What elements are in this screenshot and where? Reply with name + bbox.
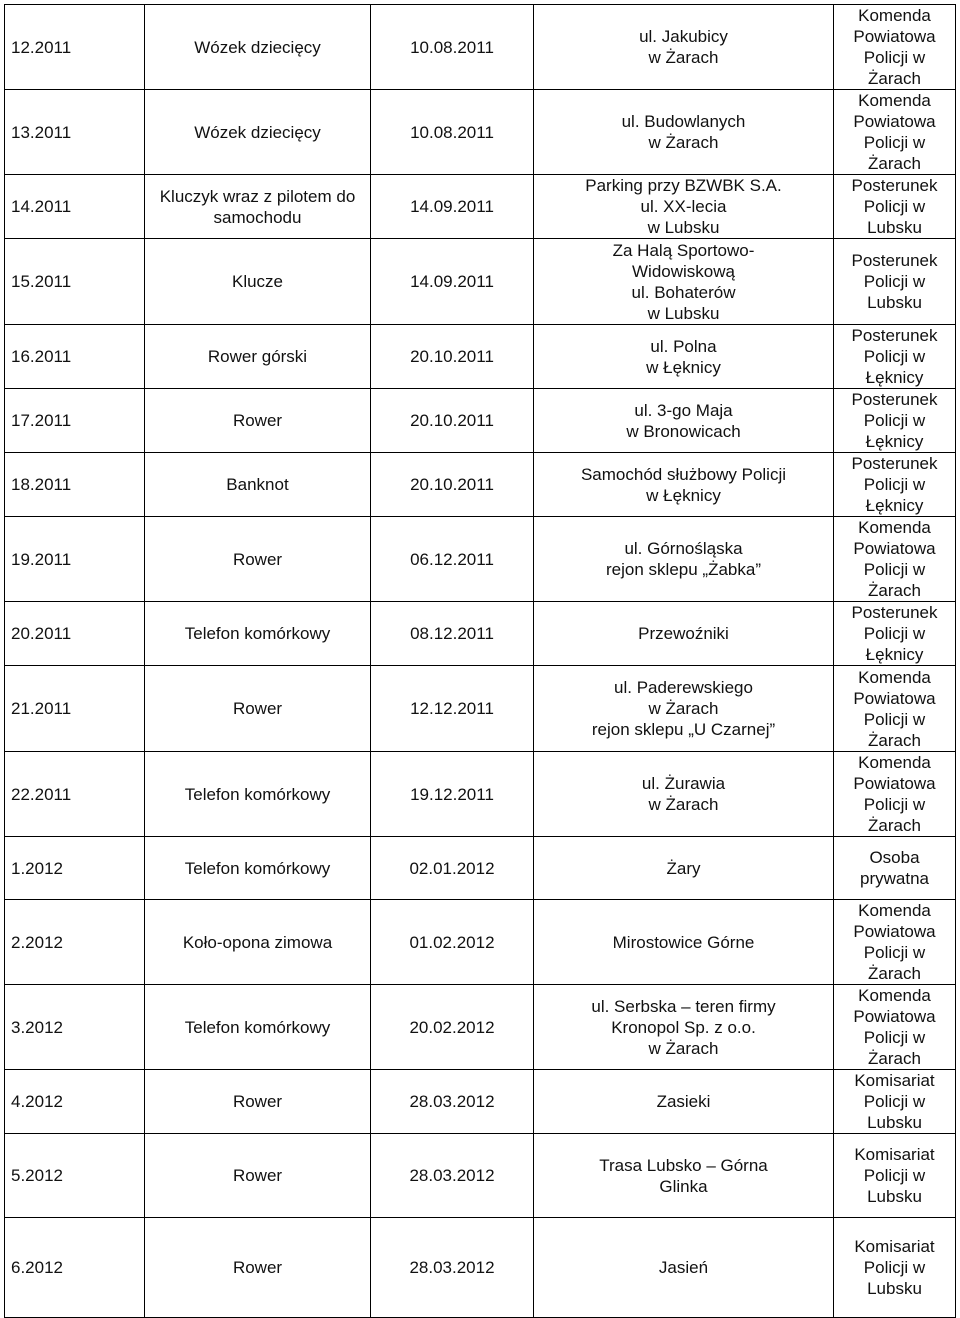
unit-line: Policji w	[863, 411, 926, 430]
unit-line: Komisariat	[854, 1071, 935, 1090]
table-row	[5, 666, 956, 752]
item-name: Rower	[145, 389, 371, 453]
table-row	[5, 389, 956, 453]
item-name: Telefon komórkowy	[145, 985, 371, 1070]
unit-line: Posterunek	[851, 326, 938, 345]
item-name: Rower	[145, 1218, 371, 1318]
place-line: Glinka	[659, 1176, 708, 1196]
found-date: 20.10.2011	[371, 389, 534, 453]
place-line: ul. Polna	[650, 336, 717, 356]
found-place	[534, 175, 834, 239]
record-number: 20.2011	[5, 602, 145, 666]
found-place	[534, 517, 834, 602]
place-line: ul. Serbska – teren firmy	[591, 996, 776, 1016]
unit-line: Policji w	[863, 272, 926, 291]
reporting-unit	[834, 90, 956, 175]
record-number: 14.2011	[5, 175, 145, 239]
found-date: 20.10.2011	[371, 325, 534, 389]
place-line: ul. Budowlanych	[621, 112, 746, 131]
place-line: rejon sklepu „U Czarnej”	[591, 720, 776, 739]
table-row	[5, 752, 956, 837]
found-place	[534, 602, 834, 666]
unit-line: Policji w	[863, 1258, 926, 1277]
unit-line: Żarach	[868, 816, 921, 835]
unit-line: prywatna	[860, 869, 929, 888]
place-line: ul. Górnośląska	[624, 539, 743, 558]
place-line: w Łęknicy	[646, 357, 721, 377]
unit-line: Komenda	[858, 518, 931, 537]
found-place	[534, 5, 834, 90]
found-date: 02.01.2012	[371, 837, 534, 900]
place-line: ul. 3-go Maja	[634, 400, 733, 420]
found-date: 14.09.2011	[371, 239, 534, 325]
place-line: w Lubsku	[647, 303, 720, 323]
reporting-unit	[834, 389, 956, 453]
reporting-unit	[834, 666, 956, 752]
unit-line: Łęknicy	[865, 496, 924, 515]
record-number: 18.2011	[5, 453, 145, 517]
unit-line: Powiatowa	[853, 688, 936, 708]
found-place	[534, 900, 834, 985]
unit-line: Powiatowa	[853, 774, 936, 793]
reporting-unit	[834, 1070, 956, 1134]
place-line: rejon sklepu „Żabka”	[606, 560, 761, 579]
reporting-unit	[834, 837, 956, 900]
reporting-unit	[834, 900, 956, 985]
found-date: 19.12.2011	[371, 752, 534, 837]
found-place	[534, 90, 834, 175]
found-place	[534, 1218, 834, 1318]
record-number: 13.2011	[5, 90, 145, 175]
item-name: Telefon komórkowy	[145, 752, 371, 837]
reporting-unit	[834, 239, 956, 325]
reporting-unit	[834, 517, 956, 602]
item-name: Wózek dziecięcy	[145, 90, 371, 175]
item-name: Telefon komórkowy	[145, 602, 371, 666]
unit-line: Łęknicy	[865, 368, 924, 387]
item-name: Rower	[145, 517, 371, 602]
place-line: Przewoźniki	[638, 624, 729, 643]
found-date: 10.08.2011	[371, 90, 534, 175]
found-place	[534, 1070, 834, 1134]
unit-line: Powiatowa	[853, 112, 936, 131]
unit-line: Policji w	[863, 560, 926, 579]
unit-line: Żarach	[868, 154, 921, 173]
place-line: w Żarach	[648, 795, 719, 814]
table-row	[5, 837, 956, 900]
place-line: Samochód służbowy Policji	[580, 464, 787, 484]
unit-line: Powiatowa	[853, 1007, 936, 1026]
unit-line: Komenda	[858, 986, 931, 1005]
item-name: Banknot	[145, 453, 371, 517]
place-line: Mirostowice Górne	[612, 932, 755, 952]
record-number: 16.2011	[5, 325, 145, 389]
found-date: 28.03.2012	[371, 1218, 534, 1318]
unit-line: Policji w	[863, 197, 926, 216]
unit-line: Lubsku	[867, 1279, 922, 1298]
found-place	[534, 239, 834, 325]
reporting-unit	[834, 1134, 956, 1218]
item-name: Koło-opona zimowa	[145, 900, 371, 985]
found-date: 20.10.2011	[371, 453, 534, 517]
unit-line: Posterunek	[851, 251, 938, 270]
item-name: Kluczyk wraz z pilotem do samochodu	[145, 175, 371, 239]
unit-line: Żarach	[868, 1049, 921, 1068]
record-number: 4.2012	[5, 1070, 145, 1134]
found-date: 08.12.2011	[371, 602, 534, 666]
found-date: 28.03.2012	[371, 1070, 534, 1134]
place-line: Widowiskową	[632, 261, 735, 281]
unit-line: Łęknicy	[865, 645, 924, 664]
place-line: Parking przy BZWBK S.A.	[585, 176, 782, 195]
place-line: Za Halą Sportowo-	[612, 240, 755, 260]
place-line: Kronopol Sp. z o.o.	[611, 1017, 756, 1037]
reporting-unit	[834, 602, 956, 666]
item-name: Klucze	[145, 239, 371, 325]
table-row	[5, 5, 956, 90]
unit-line: Posterunek	[851, 176, 938, 195]
record-number: 19.2011	[5, 517, 145, 602]
table-row	[5, 453, 956, 517]
place-line: ul. Jakubicy	[639, 27, 728, 46]
unit-line: Komisariat	[854, 1145, 935, 1164]
unit-line: Lubsku	[867, 1113, 922, 1132]
found-place	[534, 837, 834, 900]
unit-line: Policji w	[863, 48, 926, 67]
reporting-unit	[834, 752, 956, 837]
unit-line: Policji w	[863, 1166, 926, 1185]
item-name: Wózek dziecięcy	[145, 5, 371, 90]
item-name: Rower	[145, 1070, 371, 1134]
unit-line: Komenda	[858, 901, 931, 920]
unit-line: Komenda	[858, 6, 931, 25]
unit-line: Posterunek	[851, 454, 938, 473]
unit-line: Powiatowa	[853, 27, 936, 46]
record-number: 6.2012	[5, 1218, 145, 1318]
unit-line: Policji w	[863, 943, 926, 962]
unit-line: Policji w	[863, 624, 926, 643]
unit-line: Komisariat	[854, 1237, 935, 1256]
reporting-unit	[834, 985, 956, 1070]
table-row	[5, 517, 956, 602]
place-line: w Żarach	[648, 699, 719, 718]
record-number: 15.2011	[5, 239, 145, 325]
place-line: w Żarach	[648, 133, 719, 152]
record-number: 3.2012	[5, 985, 145, 1070]
reporting-unit	[834, 325, 956, 389]
unit-line: Osoba	[869, 848, 920, 867]
unit-line: Łęknicy	[865, 432, 924, 451]
place-line: ul. Żurawia	[641, 774, 726, 793]
place-line: Zasieki	[656, 1092, 711, 1111]
reporting-unit	[834, 5, 956, 90]
place-line: ul. Paderewskiego	[614, 678, 753, 697]
unit-line: Żarach	[868, 69, 921, 88]
found-date: 06.12.2011	[371, 517, 534, 602]
lost-items-table	[4, 4, 956, 1318]
unit-line: Policji w	[863, 795, 926, 814]
unit-line: Żarach	[868, 730, 921, 750]
found-date: 14.09.2011	[371, 175, 534, 239]
place-line: w Żarach	[648, 1038, 719, 1058]
unit-line: Komenda	[858, 753, 931, 772]
found-place	[534, 752, 834, 837]
unit-line: Komenda	[858, 91, 931, 110]
place-line: ul. XX-lecia	[640, 197, 727, 216]
place-line: w Żarach	[648, 48, 719, 67]
unit-line: Powiatowa	[853, 539, 936, 558]
item-name: Rower	[145, 666, 371, 752]
found-date: 01.02.2012	[371, 900, 534, 985]
found-place	[534, 985, 834, 1070]
unit-line: Policji w	[863, 347, 926, 366]
item-name: Telefon komórkowy	[145, 837, 371, 900]
unit-line: Posterunek	[851, 603, 938, 622]
record-number: 5.2012	[5, 1134, 145, 1218]
found-date: 10.08.2011	[371, 5, 534, 90]
table-row	[5, 602, 956, 666]
record-number: 12.2011	[5, 5, 145, 90]
item-name: Rower	[145, 1134, 371, 1218]
found-place	[534, 453, 834, 517]
unit-line: Powiatowa	[853, 922, 936, 941]
table-row	[5, 900, 956, 985]
record-number: 17.2011	[5, 389, 145, 453]
unit-line: Policji w	[863, 1092, 926, 1111]
found-place	[534, 325, 834, 389]
table-row	[5, 1134, 956, 1218]
unit-line: Żarach	[868, 964, 921, 983]
record-number: 2.2012	[5, 900, 145, 985]
place-line: Jasień	[658, 1258, 709, 1277]
found-place	[534, 1134, 834, 1218]
unit-line: Komenda	[858, 667, 931, 687]
table-row	[5, 175, 956, 239]
place-line: Żary	[666, 858, 701, 878]
table-row	[5, 1070, 956, 1134]
unit-line: Lubsku	[867, 218, 922, 237]
table-row	[5, 1218, 956, 1318]
found-date: 28.03.2012	[371, 1134, 534, 1218]
found-date: 12.12.2011	[371, 666, 534, 752]
item-name: Rower górski	[145, 325, 371, 389]
record-number: 1.2012	[5, 837, 145, 900]
unit-line: Żarach	[868, 581, 921, 600]
place-line: Trasa Lubsko – Górna	[599, 1155, 768, 1175]
place-line: w Lubsku	[647, 218, 720, 237]
reporting-unit	[834, 453, 956, 517]
record-number: 21.2011	[5, 666, 145, 752]
found-place	[534, 389, 834, 453]
table-row	[5, 325, 956, 389]
place-line: ul. Bohaterów	[631, 282, 736, 302]
place-line: w Łęknicy	[646, 485, 721, 505]
table-row	[5, 90, 956, 175]
unit-line: Lubsku	[867, 1187, 922, 1206]
reporting-unit	[834, 1218, 956, 1318]
place-line: w Bronowicach	[626, 421, 741, 441]
unit-line: Lubsku	[867, 293, 922, 312]
table-row	[5, 239, 956, 325]
unit-line: Policji w	[863, 709, 926, 729]
found-date: 20.02.2012	[371, 985, 534, 1070]
record-number: 22.2011	[5, 752, 145, 837]
table-row	[5, 985, 956, 1070]
unit-line: Policji w	[863, 133, 926, 152]
found-place	[534, 666, 834, 752]
unit-line: Policji w	[863, 475, 926, 494]
reporting-unit	[834, 175, 956, 239]
unit-line: Posterunek	[851, 390, 938, 409]
unit-line: Policji w	[863, 1028, 926, 1047]
